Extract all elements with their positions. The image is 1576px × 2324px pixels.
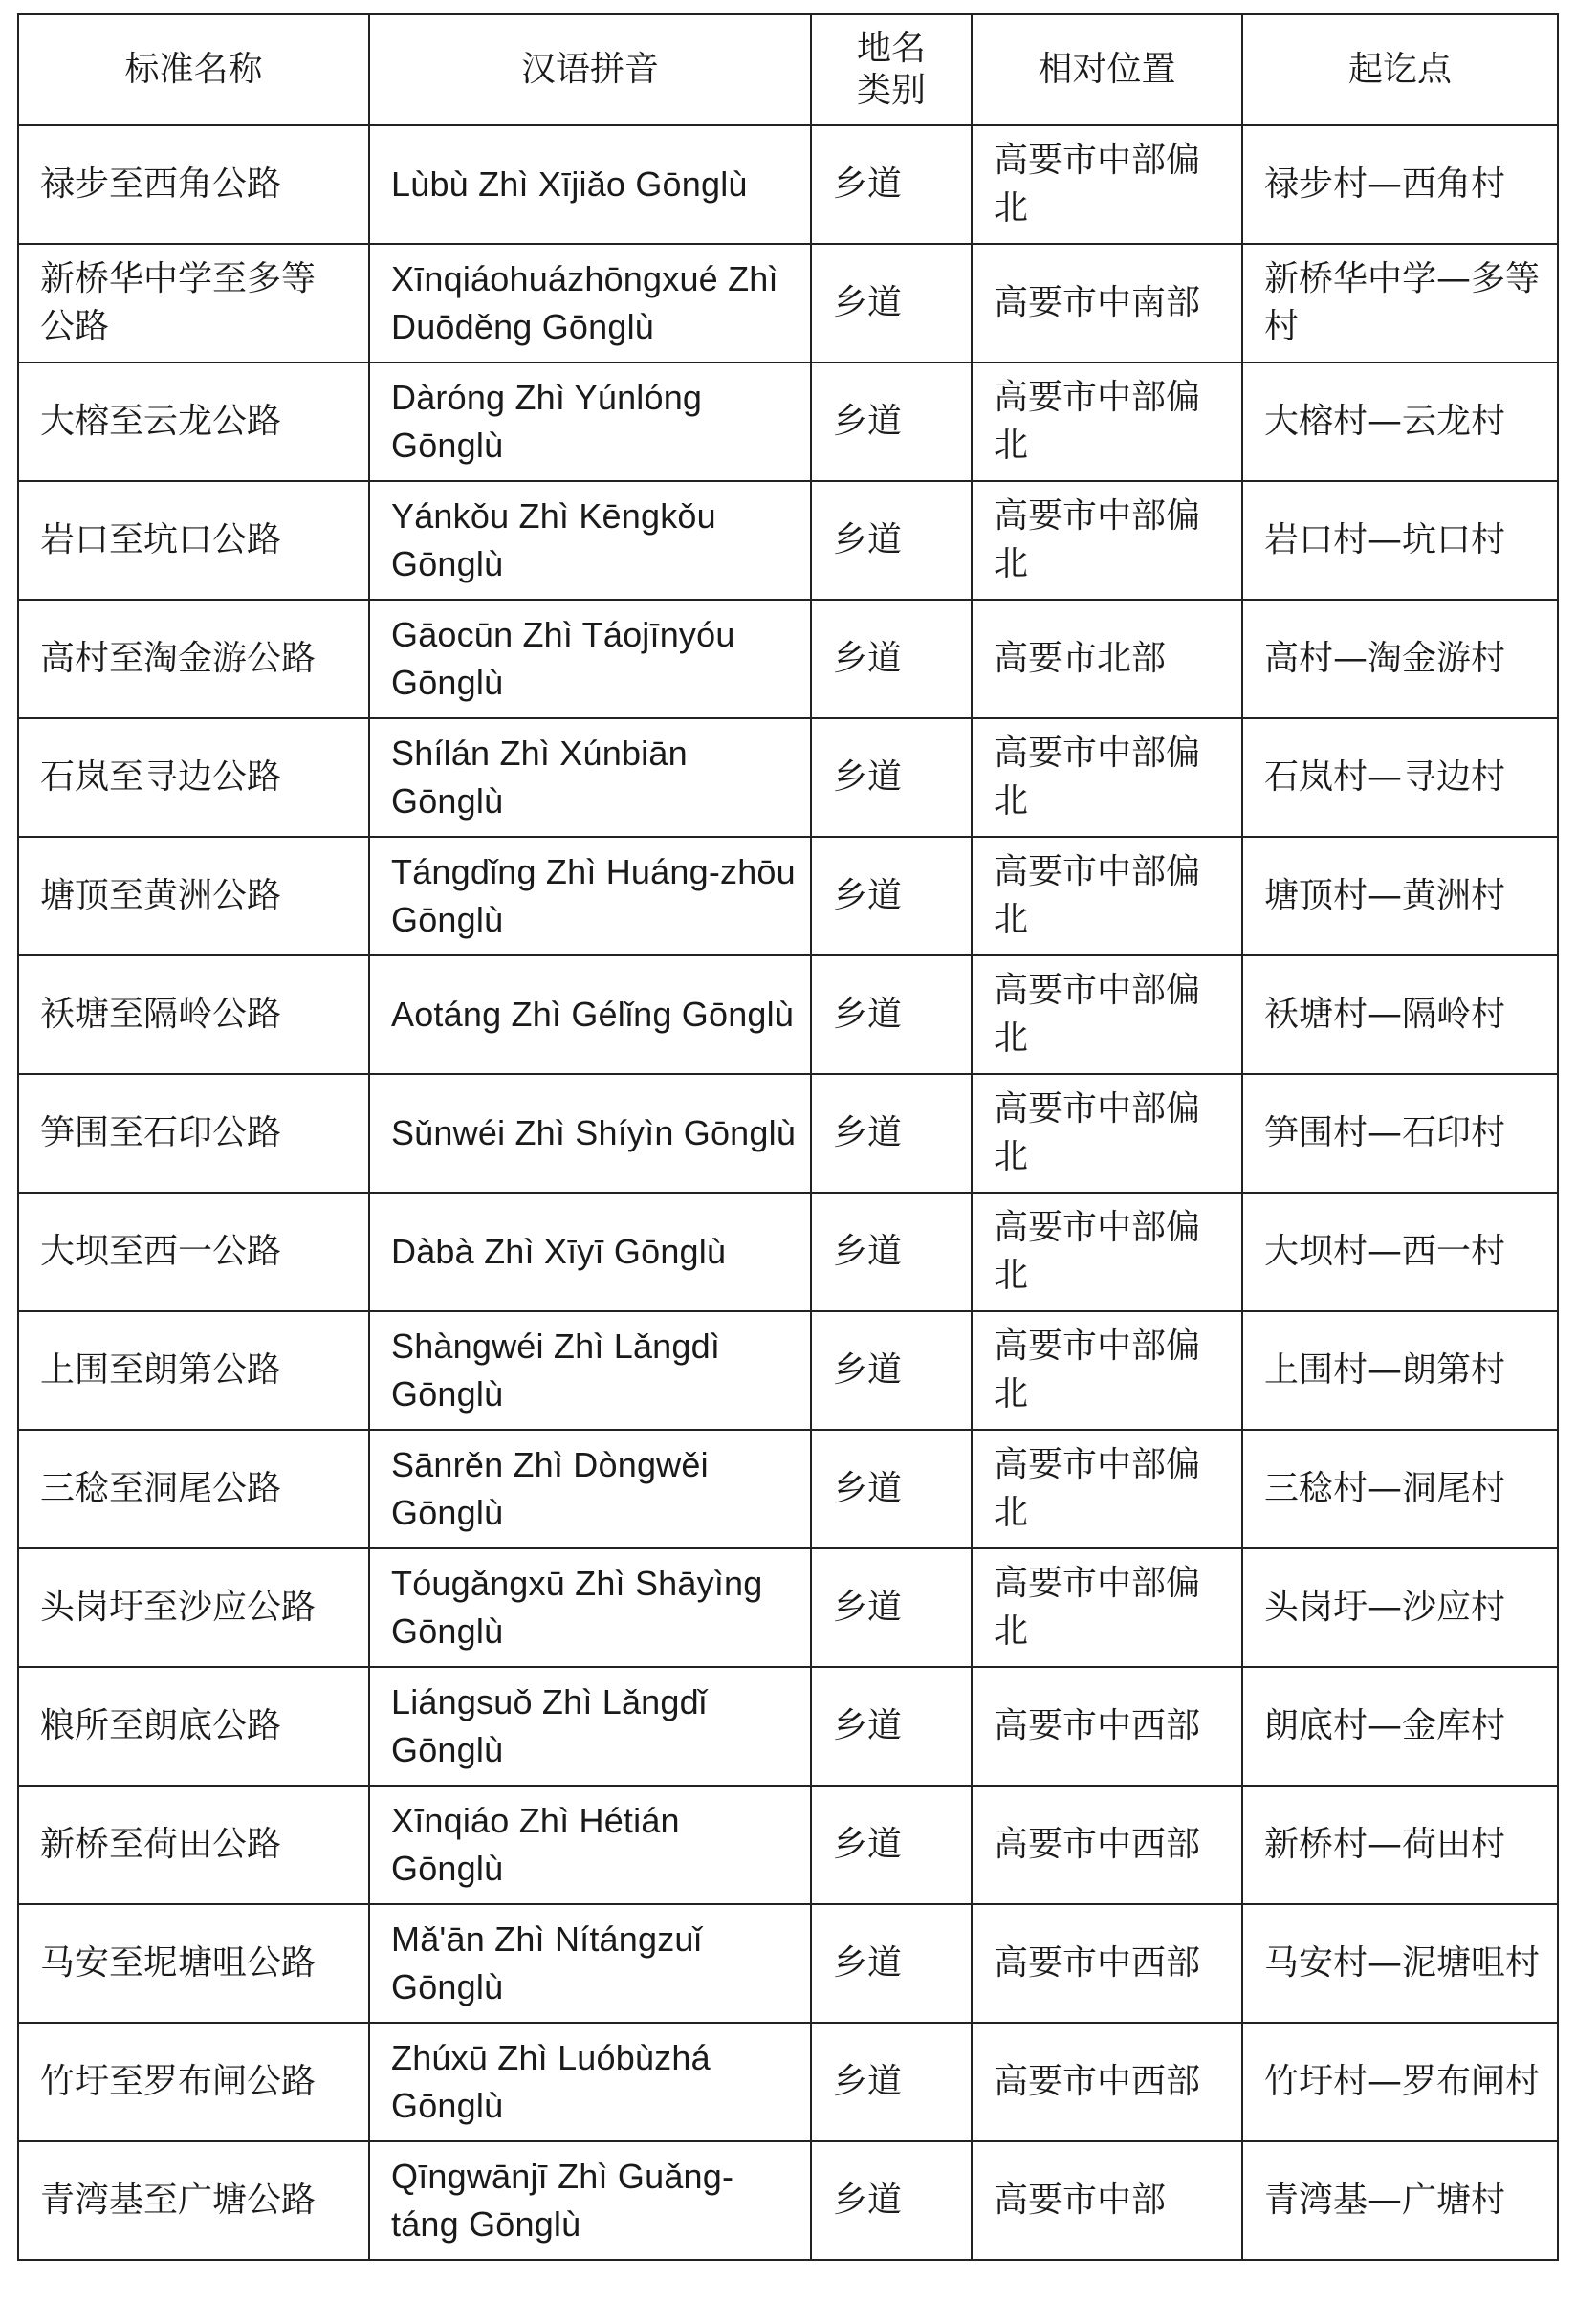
cell-pinyin: Xīnqiáo Zhì Hétián Gōnglù (369, 1786, 811, 1904)
cell-pinyin: Yánkǒu Zhì Kēngkǒu Gōnglù (369, 481, 811, 600)
table-row (18, 1193, 1558, 1311)
cell-relative-location: 高要市中部偏北 (972, 1548, 1242, 1667)
cell-endpoints: 高村—淘金游村 (1242, 600, 1558, 718)
cell-category: 乡道 (811, 244, 972, 362)
cell-standard-name: 袄塘至隔岭公路 (18, 955, 369, 1074)
cell-category: 乡道 (811, 362, 972, 481)
place-name-table (17, 13, 1559, 2261)
table-row (18, 1311, 1558, 1430)
cell-category: 乡道 (811, 1548, 972, 1667)
cell-pinyin: Mǎ'ān Zhì Nítángzuǐ Gōnglù (369, 1904, 811, 2023)
cell-relative-location: 高要市中部偏北 (972, 718, 1242, 837)
header-standard-name: 标准名称 (18, 14, 369, 125)
cell-relative-location: 高要市中部偏北 (972, 955, 1242, 1074)
cell-relative-location: 高要市中部偏北 (972, 1311, 1242, 1430)
cell-pinyin: Shílán Zhì Xúnbiān Gōnglù (369, 718, 811, 837)
table-row (18, 125, 1558, 244)
cell-endpoints: 新桥村—荷田村 (1242, 1786, 1558, 1904)
cell-category: 乡道 (811, 1311, 972, 1430)
cell-pinyin: Liángsuǒ Zhì Lǎngdǐ Gōnglù (369, 1667, 811, 1786)
header-row (18, 14, 1558, 125)
cell-standard-name: 岩口至坑口公路 (18, 481, 369, 600)
cell-pinyin: Tángdǐng Zhì Huáng-zhōu Gōnglù (369, 837, 811, 955)
cell-standard-name: 头岗圩至沙应公路 (18, 1548, 369, 1667)
cell-pinyin: Gāocūn Zhì Táojīnyóu Gōnglù (369, 600, 811, 718)
cell-endpoints: 上围村—朗第村 (1242, 1311, 1558, 1430)
cell-standard-name: 高村至淘金游公路 (18, 600, 369, 718)
cell-category: 乡道 (811, 125, 972, 244)
cell-category: 乡道 (811, 1667, 972, 1786)
cell-category: 乡道 (811, 1786, 972, 1904)
table-row (18, 481, 1558, 600)
cell-standard-name: 竹圩至罗布闸公路 (18, 2023, 369, 2141)
cell-standard-name: 大坝至西一公路 (18, 1193, 369, 1311)
header-relative-location: 相对位置 (972, 14, 1242, 125)
cell-pinyin: Zhúxū Zhì Luóbùzhá Gōnglù (369, 2023, 811, 2141)
cell-standard-name: 石岚至寻边公路 (18, 718, 369, 837)
table-row (18, 600, 1558, 718)
cell-pinyin: Qīngwānjī Zhì Guǎng-táng Gōnglù (369, 2141, 811, 2260)
cell-category: 乡道 (811, 2023, 972, 2141)
cell-relative-location: 高要市中部偏北 (972, 837, 1242, 955)
cell-category: 乡道 (811, 718, 972, 837)
cell-endpoints: 笋围村—石印村 (1242, 1074, 1558, 1193)
cell-pinyin: Dàbà Zhì Xīyī Gōnglù (369, 1193, 811, 1311)
table-row (18, 718, 1558, 837)
header-category-text: 地名 类别 (856, 29, 926, 110)
cell-relative-location: 高要市中西部 (972, 1667, 1242, 1786)
cell-category: 乡道 (811, 955, 972, 1074)
cell-category: 乡道 (811, 600, 972, 718)
cell-endpoints: 塘顶村—黄洲村 (1242, 837, 1558, 955)
cell-standard-name: 新桥华中学至多等公路 (18, 244, 369, 362)
cell-relative-location: 高要市中部偏北 (972, 1430, 1242, 1548)
cell-pinyin: Tóugǎngxū Zhì Shāyìng Gōnglù (369, 1548, 811, 1667)
table-body (18, 125, 1558, 2260)
cell-endpoints: 石岚村—寻边村 (1242, 718, 1558, 837)
cell-endpoints: 三稔村—洞尾村 (1242, 1430, 1558, 1548)
cell-category: 乡道 (811, 1430, 972, 1548)
table-row (18, 1904, 1558, 2023)
cell-relative-location: 高要市中部偏北 (972, 1074, 1242, 1193)
cell-standard-name: 笋围至石印公路 (18, 1074, 369, 1193)
cell-pinyin: Sǔnwéi Zhì Shíyìn Gōnglù (369, 1074, 811, 1193)
cell-endpoints: 新桥华中学—多等村 (1242, 244, 1558, 362)
cell-endpoints: 禄步村—西角村 (1242, 125, 1558, 244)
cell-category: 乡道 (811, 837, 972, 955)
cell-pinyin: Aotáng Zhì Gélǐng Gōnglù (369, 955, 811, 1074)
cell-standard-name: 粮所至朗底公路 (18, 1667, 369, 1786)
table-row (18, 2023, 1558, 2141)
cell-pinyin: Shàngwéi Zhì Lǎngdì Gōnglù (369, 1311, 811, 1430)
cell-standard-name: 新桥至荷田公路 (18, 1786, 369, 1904)
cell-relative-location: 高要市中部偏北 (972, 125, 1242, 244)
cell-category: 乡道 (811, 1074, 972, 1193)
cell-endpoints: 朗底村—金库村 (1242, 1667, 1558, 1786)
cell-endpoints: 青湾基—广塘村 (1242, 2141, 1558, 2260)
cell-pinyin: Xīnqiáohuázhōngxué Zhì Duōděng Gōnglù (369, 244, 811, 362)
cell-category: 乡道 (811, 481, 972, 600)
cell-endpoints: 岩口村—坑口村 (1242, 481, 1558, 600)
cell-standard-name: 上围至朗第公路 (18, 1311, 369, 1430)
cell-relative-location: 高要市中部偏北 (972, 362, 1242, 481)
cell-relative-location: 高要市中部偏北 (972, 1193, 1242, 1311)
table-header (18, 14, 1558, 125)
cell-pinyin: Lùbù Zhì Xījiǎo Gōnglù (369, 125, 811, 244)
cell-endpoints: 袄塘村—隔岭村 (1242, 955, 1558, 1074)
cell-standard-name: 马安至坭塘咀公路 (18, 1904, 369, 2023)
cell-standard-name: 青湾基至广塘公路 (18, 2141, 369, 2260)
table-row (18, 1074, 1558, 1193)
cell-endpoints: 大榕村—云龙村 (1242, 362, 1558, 481)
cell-standard-name: 禄步至西角公路 (18, 125, 369, 244)
table-row (18, 362, 1558, 481)
cell-endpoints: 马安村—泥塘咀村 (1242, 1904, 1558, 2023)
header-category (811, 14, 972, 125)
cell-relative-location: 高要市中西部 (972, 1786, 1242, 1904)
cell-relative-location: 高要市北部 (972, 600, 1242, 718)
cell-relative-location: 高要市中南部 (972, 244, 1242, 362)
cell-pinyin: Sānrěn Zhì Dòngwěi Gōnglù (369, 1430, 811, 1548)
table-row (18, 1548, 1558, 1667)
table-row (18, 1786, 1558, 1904)
table-row (18, 955, 1558, 1074)
cell-standard-name: 塘顶至黄洲公路 (18, 837, 369, 955)
cell-relative-location: 高要市中西部 (972, 2023, 1242, 2141)
cell-endpoints: 头岗圩—沙应村 (1242, 1548, 1558, 1667)
cell-pinyin: Dàróng Zhì Yúnlóng Gōnglù (369, 362, 811, 481)
header-endpoints: 起讫点 (1242, 14, 1558, 125)
table-row (18, 2141, 1558, 2260)
header-pinyin: 汉语拼音 (369, 14, 811, 125)
cell-endpoints: 竹圩村—罗布闸村 (1242, 2023, 1558, 2141)
cell-standard-name: 大榕至云龙公路 (18, 362, 369, 481)
cell-relative-location: 高要市中西部 (972, 1904, 1242, 2023)
table-row (18, 244, 1558, 362)
cell-category: 乡道 (811, 1904, 972, 2023)
table-row (18, 1430, 1558, 1548)
table-row (18, 1667, 1558, 1786)
place-name-table-container (17, 13, 1557, 2261)
cell-relative-location: 高要市中部偏北 (972, 481, 1242, 600)
cell-category: 乡道 (811, 2141, 972, 2260)
cell-standard-name: 三稔至洞尾公路 (18, 1430, 369, 1548)
cell-relative-location: 高要市中部 (972, 2141, 1242, 2260)
cell-endpoints: 大坝村—西一村 (1242, 1193, 1558, 1311)
table-row (18, 837, 1558, 955)
cell-category: 乡道 (811, 1193, 972, 1311)
